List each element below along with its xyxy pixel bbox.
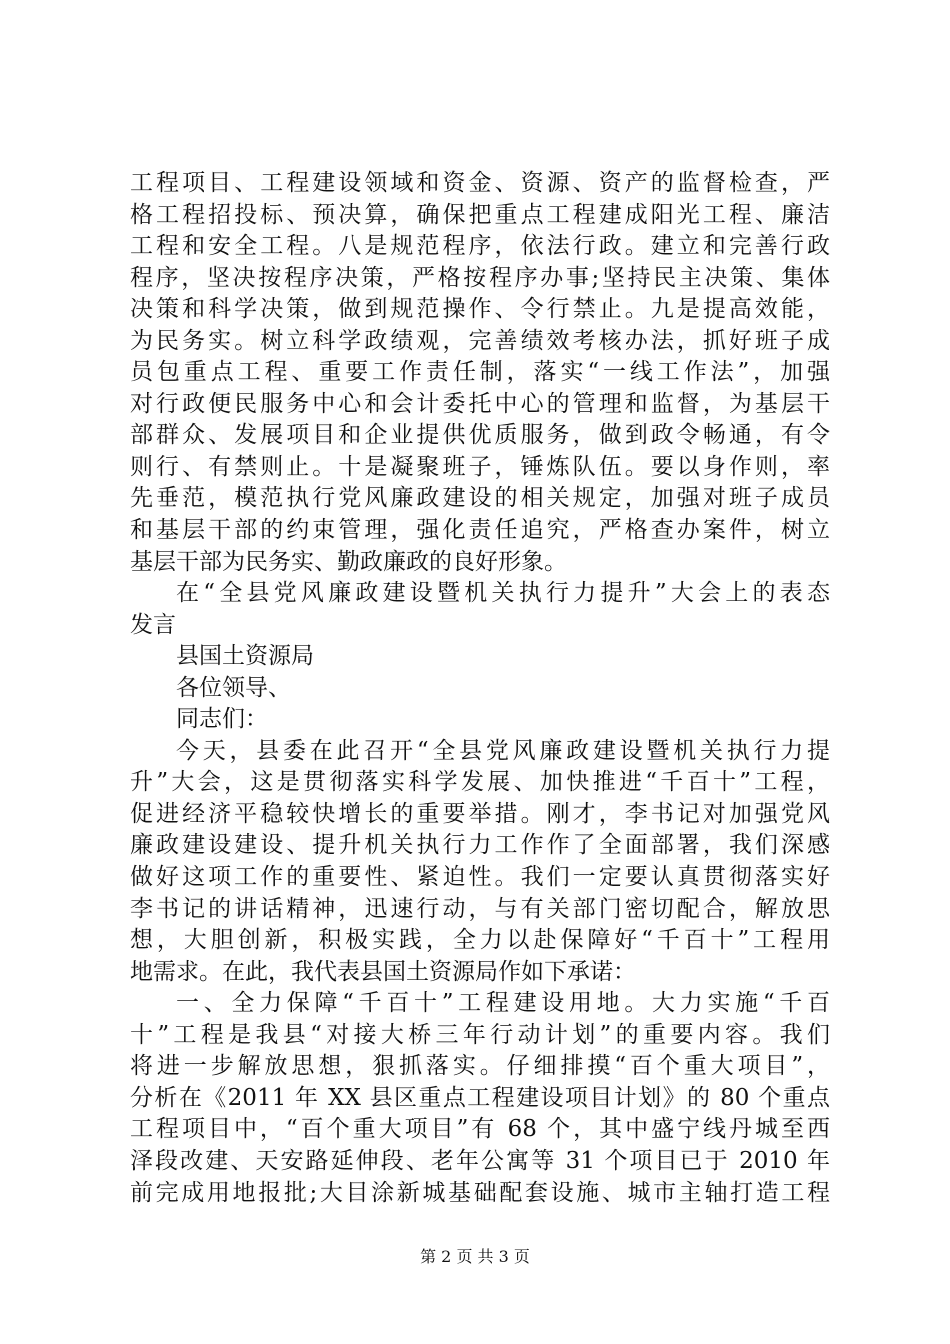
text-line: 县国土资源局 (176, 643, 314, 670)
text-line: 员包重点工程、重要工作责任制，落实“一线工作法”，加强 (130, 359, 830, 386)
text-line: 促进经济平稳较快增长的重要举措。刚才，李书记对加强党风 (130, 800, 830, 827)
text-line: 做好这项工作的重要性、紧迫性。我们一定要认真贯彻落实好 (130, 864, 830, 891)
text-line: 泽段改建、天安路延伸段、老年公寓等 31 个项目已于 2010 年 (130, 1147, 830, 1174)
text-line: 将进一步解放思想，狠抓落实。仔细排摸“百个重大项目”， (130, 1053, 830, 1080)
text-line: 今天，县委在此召开“全县党风廉政建设暨机关执行力提 (176, 737, 830, 764)
text-line: 廉政建设建设、提升机关执行力工作作了全面部署，我们深感 (130, 832, 830, 859)
text-line: 格工程招投标、预决算，确保把重点工程建成阳光工程、廉洁 (130, 201, 830, 228)
text-line: 前完成用地报批;大目涂新城基础配套设施、城市主轴打造工程 (130, 1179, 830, 1206)
text-line: 发言 (130, 611, 176, 638)
document-body (130, 168, 830, 1209)
text-line: 地需求。在此，我代表县国土资源局作如下承诺： (130, 958, 636, 985)
text-line: 同志们： (176, 706, 268, 733)
text-line: 工程项目中，“百个重大项目”有 68 个，其中盛宁线丹城至西 (130, 1116, 830, 1143)
text-line: 各位领导、 (176, 674, 291, 701)
text-line: 一、全力保障“千百十”工程建设用地。大力实施“千百 (176, 990, 830, 1017)
text-line: 分析在《2011 年 XX 县区重点工程建设项目计划》的 80 个重点 (130, 1084, 830, 1111)
page-footer: 第 2 页 共 3 页 (420, 1247, 530, 1266)
text-line: 升”大会，这是贯彻落实科学发展、加快推进“千百十”工程， (130, 769, 830, 796)
text-line: 工程项目、工程建设领域和资金、资源、资产的监督检查，严 (130, 170, 830, 196)
text-line: 为民务实。树立科学政绩观，完善绩效考核办法，抓好班子成 (130, 327, 830, 354)
text-line: 想，大胆创新，积极实践，全力以赴保障好“千百十”工程用 (130, 927, 830, 954)
text-line: 基层干部为民务实、勤政廉政的良好形象。 (130, 548, 567, 575)
text-line: 部群众、发展项目和企业提供优质服务，做到政令畅通，有令 (130, 422, 830, 449)
text-line: 先垂范，模范执行党风廉政建设的相关规定，加强对班子成员 (130, 485, 830, 512)
text-line: 在“全县党风廉政建设暨机关执行力提升”大会上的表态 (176, 580, 830, 607)
text-line: 决策和科学决策，做到规范操作、令行禁止。九是提高效能， (130, 296, 830, 323)
text-line: 则行、有禁则止。十是凝聚班子，锤炼队伍。要以身作则，率 (130, 453, 830, 480)
text-line: 程序，坚决按程序决策，严格按程序办事;坚持民主决策、集体 (130, 264, 830, 291)
text-line: 工程和安全工程。八是规范程序，依法行政。建立和完善行政 (130, 233, 830, 260)
text-line: 对行政便民服务中心和会计委托中心的管理和监督，为基层干 (130, 390, 830, 417)
text-line: 和基层干部的约束管理，强化责任追究，严格查办案件，树立 (130, 517, 830, 544)
text-line: 十”工程是我县“对接大桥三年行动计划”的重要内容。我们 (130, 1021, 830, 1048)
text-line: 李书记的讲话精神，迅速行动，与有关部门密切配合，解放思 (130, 895, 830, 922)
